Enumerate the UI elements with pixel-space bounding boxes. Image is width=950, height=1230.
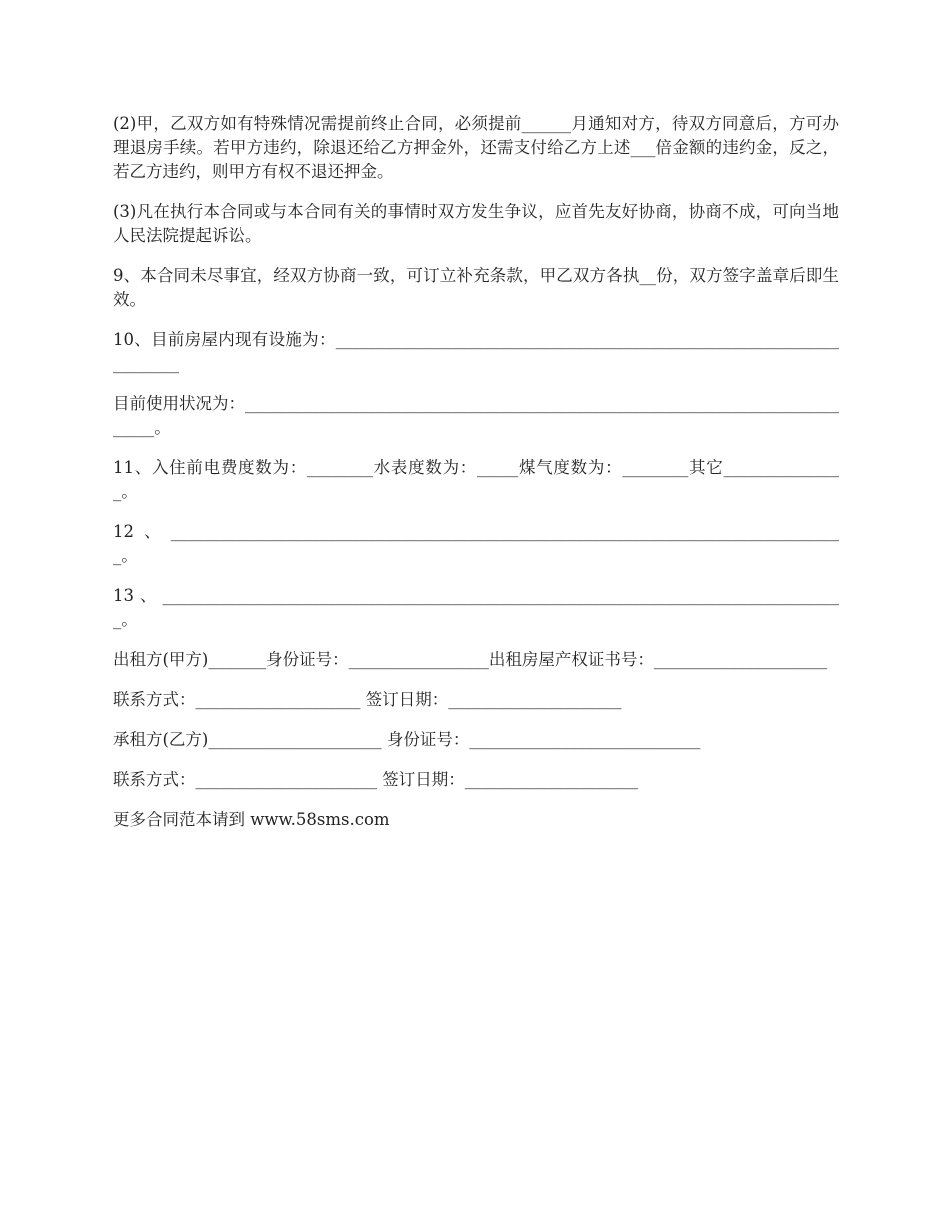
clause-dispute-resolution: (3)凡在执行本合同或与本合同有关的事情时双方发生争议，应首先友好协商，协商不成，可向当地人民法院提起诉讼。 bbox=[113, 202, 839, 245]
document-body bbox=[113, 112, 839, 848]
clause-early-termination: (2)甲，乙双方如有特殊情况需提前终止合同，必须提前______月通知对方，待双方同意后，方可办理退房手续。若甲方违约，除退还给乙方押金外，还需支付给乙方上述___倍金额的违约金，反之，若乙方违约，则甲方有权不退还押金。 bbox=[113, 114, 839, 181]
footer-website-note: 更多合同范本请到 www.58sms.com bbox=[113, 810, 390, 829]
lessee-signature-line: 承租方(乙方)_____________________ 身份证号：____________________________ bbox=[113, 730, 701, 749]
lessor-signature-line: 出租方(甲方)_______身份证号：_________________出租房屋产权证书号：_____________________ bbox=[113, 650, 828, 669]
clause-11-meter-readings: 11、入住前电费度数为：________水表度数为：_____煤气度数为：________其它_______________。 bbox=[113, 458, 839, 501]
usage-status-line: 目前使用状况为：_____________________________________________________________________________。 bbox=[113, 394, 839, 437]
clause-12: 12、__________________________________________________________________________________。 bbox=[113, 522, 839, 565]
clause-13: 13、___________________________________________________________________________________。 bbox=[113, 586, 839, 629]
lessor-contact-line: 联系方式：____________________ 签订日期：_____________________ bbox=[113, 690, 622, 709]
clause-9-supplementary-terms: 9、本合同未尽事宜，经双方协商一致，可订立补充条款，甲乙双方各执__份，双方签字盖章后即生效。 bbox=[113, 266, 839, 309]
clause-10-facilities: 10、目前房屋内现有设施为：_____________________________________________________________________ bbox=[113, 330, 839, 373]
lessee-contact-line: 联系方式：______________________ 签订日期：_____________________ bbox=[113, 770, 638, 789]
